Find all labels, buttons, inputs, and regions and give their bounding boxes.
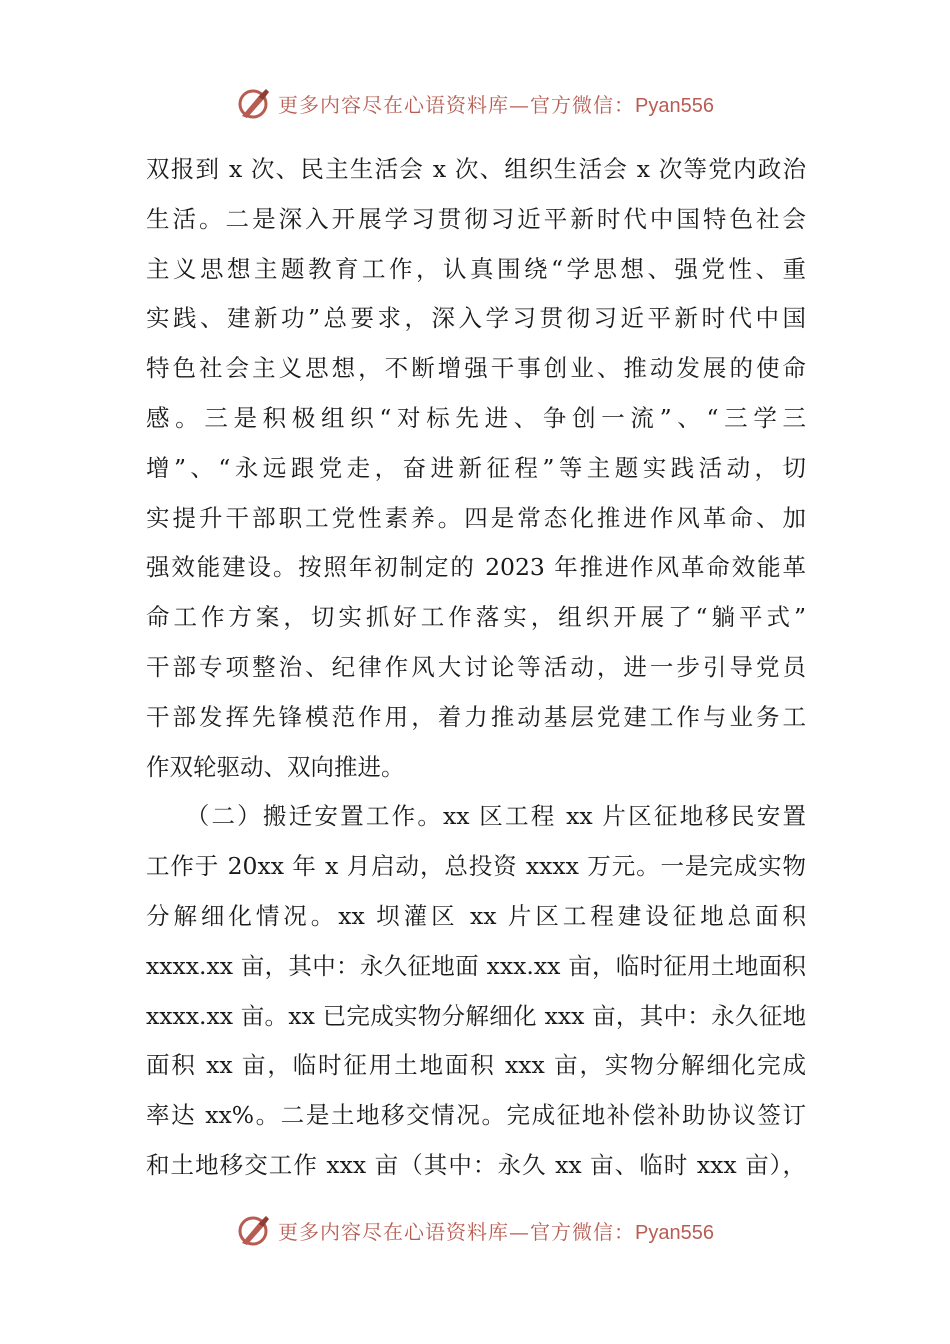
body-line: 和土地移交工作 xxx 亩（其中：永久 xx 亩、临时 xxx 亩）， [146, 1150, 806, 1179]
body-line: 主义思想主题教育工作，认真围绕“学思想、强党性、重 [146, 254, 806, 283]
body-line: 分解细化情况。xx 坝灌区 xx 片区工程建设征地总面积 [146, 901, 806, 930]
body-line: xxxx.xx 亩，其中：永久征地面 xxx.xx 亩，临时征用土地面积 [146, 951, 806, 980]
body-line: 干部发挥先锋模范作用，着力推动基层党建工作与业务工 [146, 702, 806, 731]
body-line: 增”、“永远跟党走，奋进新征程”等主题实践活动，切 [146, 453, 806, 482]
body-line: 生活。二是深入开展学习贯彻习近平新时代中国特色社会 [146, 204, 806, 233]
body-line: xxxx.xx 亩。xx 已完成实物分解细化 xxx 亩，其中：永久征地 [146, 1001, 806, 1030]
body-line: 干部专项整治、纪律作风大讨论等活动，进一步引导党员 [146, 652, 806, 681]
body-line: 感。三是积极组织“对标先进、争创一流”、“三学三 [146, 403, 806, 432]
body-line: 实践、建新功”总要求，深入学习贯彻习近平新时代中国 [146, 304, 806, 333]
pen-logo-icon [236, 85, 272, 121]
watermark-text: 更多内容尽在心语资料库—官方微信：Pyan556 [278, 1219, 714, 1244]
body-line: 作双轮驱动、双向推进。 [146, 752, 405, 781]
section-heading-line: （二）搬迁安置工作。xx 区工程 xx 片区征地移民安置 [146, 802, 806, 831]
document-body [146, 145, 806, 1191]
watermark-header [0, 83, 950, 123]
body-line: 实提升干部职工党性素养。四是常态化推进作风革命、加 [146, 503, 806, 532]
body-line: 双报到 x 次、民主生活会 x 次、组织生活会 x 次等党内政治 [146, 155, 806, 183]
pen-logo-icon [236, 1212, 272, 1248]
body-line: 工作于 20xx 年 x 月启动，总投资 xxxx 万元。一是完成实物 [146, 852, 806, 881]
body-line: 面积 xx 亩，临时征用土地面积 xxx 亩，实物分解细化完成 [146, 1051, 806, 1080]
watermark-footer [0, 1210, 950, 1250]
body-line: 率达 xx%。二是土地移交情况。完成征地补偿补助协议签订 [146, 1101, 806, 1130]
body-line: 强效能建设。按照年初制定的 2023 年推进作风革命效能革 [146, 553, 806, 582]
body-line: 特色社会主义思想，不断增强干事创业、推动发展的使命 [146, 354, 806, 383]
watermark-text: 更多内容尽在心语资料库—官方微信：Pyan556 [278, 92, 714, 117]
body-line: 命工作方案，切实抓好工作落实，组织开展了“躺平式” [146, 603, 806, 632]
